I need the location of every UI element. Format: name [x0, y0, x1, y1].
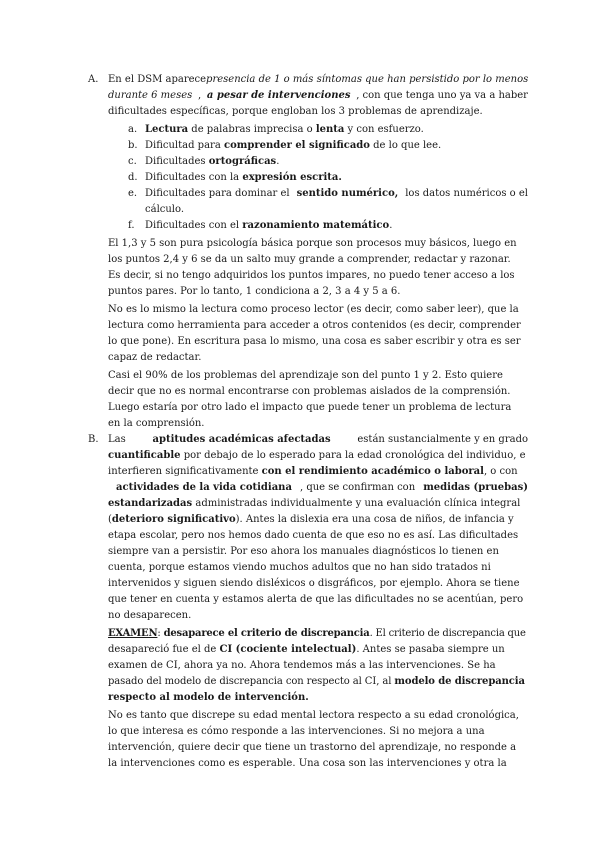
text-line: lectura como herramienta para acceder a otros contenidos (es decir, comprender [108, 320, 521, 331]
text-line: etapa escolar, pero nos hemos dado cuenta de que eso no es así. Las dificultades [108, 530, 519, 541]
text-line: No es tanto que discrepe su edad mental lectora respecto a su edad cronológica, [108, 710, 519, 721]
text-line: Casi el 90% de los problemas del aprendizaje son del punto 1 y 2. Esto quiere [108, 370, 503, 381]
text-line: lo que pone). En escritura pasa lo mismo, una cosa es saber escribir y otra es ser [108, 336, 521, 347]
text-line: En el DSM aparece presencia de 1 o más síntomas que han persistido por lo menos [108, 74, 529, 85]
text-line: puntos pares. Por lo tanto, 1 condiciona a 2, 3 a 4 y 5 a 6. [108, 286, 401, 297]
exam-note: EXAMEN: desaparece el criterio de discrepancia. El criterio de discrepancia que [108, 628, 526, 639]
text-line: examen de CI, ahora ya no. Ahora tendemos más a las intervenciones. Se ha [108, 660, 496, 671]
text-line: la intervenciones como es esperable. Una cosa son las intervenciones y otra la [108, 758, 507, 769]
list-item-continuation: cálculo. [145, 204, 185, 215]
text-line: decir que no es normal encontrarse con problemas aislados de la comprensión. [108, 386, 511, 397]
text-line: desapareció fue el de CI (cociente intelectual). Antes se pasaba siempre un [108, 644, 505, 655]
text-line: cuantificable por debajo de lo esperado para la edad cronológica del individuo, e [108, 450, 526, 461]
text-line: cuenta, porque estamos viendo muchos adultos que no han sido tratados ni [108, 562, 491, 573]
text-line: estandarizadas administradas individualmente y una evaluación clínica integral [108, 498, 521, 509]
text-line: intervenidos y siguen siendo disléxicos o disgráficos, por ejemplo. Ahora se tiene [108, 578, 520, 589]
text-line: El 1,3 y 5 son pura psicología básica porque son procesos muy básicos, luego en [108, 238, 517, 249]
list-item-marker: c. [128, 156, 137, 167]
list-item: Dificultades ortográficas. [145, 156, 280, 167]
text-line: no desaparecen. [108, 610, 192, 621]
list-item: Dificultades para dominar el sentido numérico, los datos numéricos o el [145, 188, 528, 199]
text-line: que tener en cuenta y estamos alerta de que las dificultades no se acentúan, pero [108, 594, 524, 605]
list-item-marker: a. [128, 124, 138, 135]
text-line: intervención, quiere decir que tiene un trastorno del aprendizaje, no responde a [108, 742, 517, 753]
text-line: pasado del modelo de discrepancia con respecto al CI, al modelo de discrepancia [108, 676, 525, 687]
text-line: lo que interesa es cómo responde a las intervenciones. Si no mejora a una [108, 726, 485, 737]
section-a-marker: A. [88, 74, 99, 85]
list-item-marker: d. [128, 172, 138, 183]
list-item: Dificultades con la expresión escrita. [145, 172, 342, 183]
text-line: Las aptitudes académicas afectadas están sustancialmente y en grado [108, 434, 528, 445]
list-item: Dificultad para comprender el significado de lo que lee. [145, 140, 442, 151]
text-line: en la comprensión. [108, 418, 205, 429]
text-line: No es lo mismo la lectura como proceso lector (es decir, como saber leer), que la [108, 304, 519, 315]
text-line: Luego estaría por otro lado el impacto que puede tener un problema de lectura [108, 402, 512, 413]
list-item: Lectura de palabras imprecisa o lenta y con esfuerzo. [145, 124, 424, 135]
section-b-marker: B. [88, 434, 99, 445]
text-line: los puntos 2,4 y 6 se da un salto muy grande a comprender, redactar y razonar. [108, 254, 511, 265]
text-line: (deterioro significativo). Antes la dislexia era una cosa de niños, de infancia y [108, 514, 514, 525]
text-line: dificultades específicas, porque engloban los 3 problemas de aprendizaje. [108, 106, 483, 117]
text-line: actividades de la vida cotidiana , que se confirman con medidas (pruebas) [116, 482, 528, 493]
text-line: Es decir, si no tengo adquiridos los puntos impares, no puedo tener acceso a los [108, 270, 515, 281]
list-item: Dificultades con el razonamiento matemático. [145, 220, 393, 231]
text-line: interfieren significativamente con el rendimiento académico o laboral, o con [108, 466, 518, 477]
text-line: siempre van a persistir. Por eso ahora los manuales diagnósticos lo tienen en [108, 546, 499, 557]
list-item-marker: b. [128, 140, 138, 151]
text-line: respecto al modelo de intervención. [108, 692, 309, 703]
list-item-marker: e. [128, 188, 138, 199]
text-line: capaz de redactar. [108, 352, 202, 363]
list-item-marker: f. [128, 220, 135, 231]
text-line: durante 6 meses , a pesar de intervenciones , con que tenga uno ya va a haber [108, 90, 528, 101]
